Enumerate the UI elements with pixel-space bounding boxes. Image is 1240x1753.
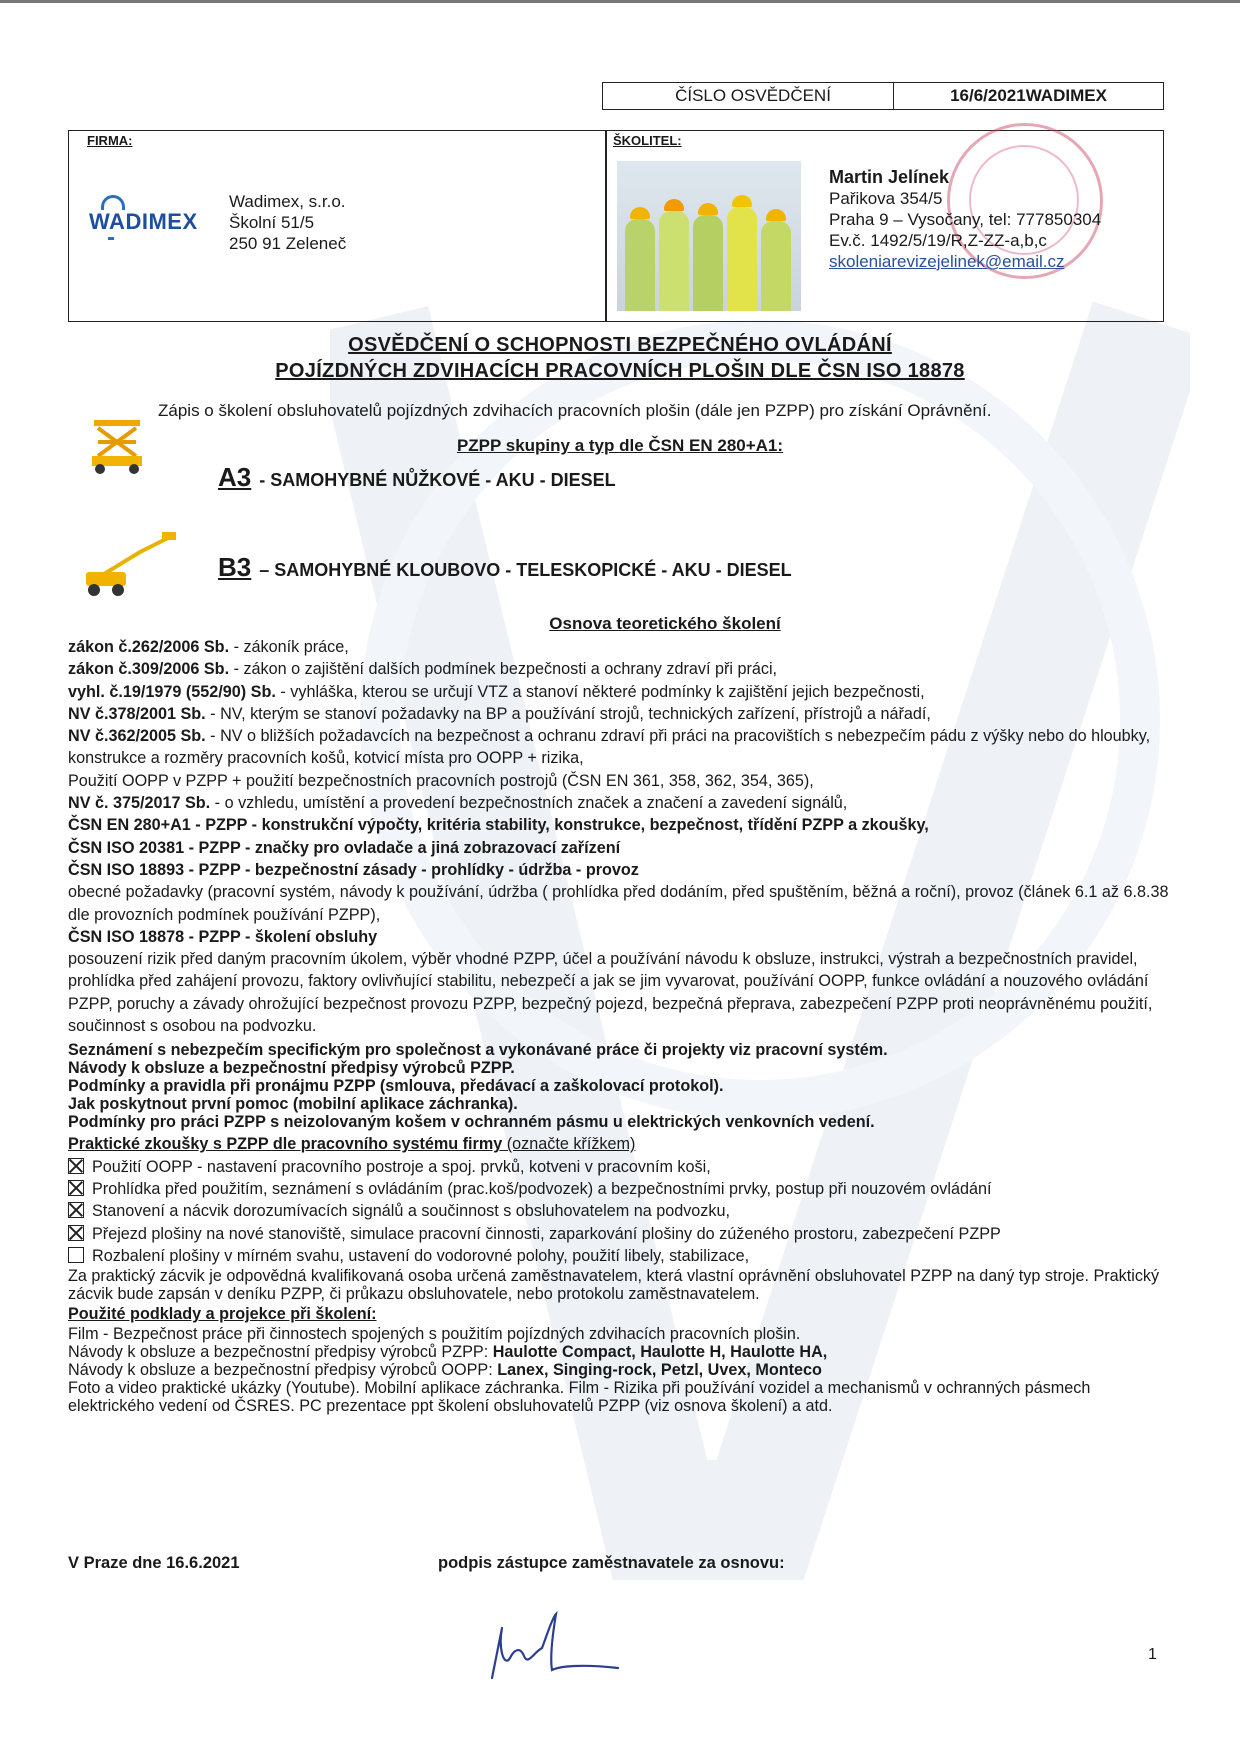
materials-line: Návody k obsluze a bezpečnostní předpisy výrobců PZPP: Haulotte Compact, Haulotte H, Haulotte HA, — [68, 1343, 828, 1362]
wadimex-logo — [89, 193, 198, 253]
training-content — [68, 636, 1178, 1415]
firm-address — [229, 191, 346, 254]
group-a3 — [218, 462, 616, 493]
practical-item: Prohlídka před použitím, seznámení s ovládáním (prac.koš/podvozek) a bezpečnostními prvky, postup při nouzovém ovládání — [68, 1178, 1178, 1200]
checkbox-checked[interactable] — [68, 1225, 84, 1241]
title-line-1: OSVĚDČENÍ O SCHOPNOSTI BEZPEČNÉHO OVLÁDÁNÍ — [348, 334, 892, 356]
materials-title: Použité podklady a projekce při školení: — [68, 1305, 377, 1324]
title-line-2: POJÍZDNÝCH ZDVIHACÍCH PRACOVNÍCH PLOŠIN DLE ČSN ISO 18878 — [275, 360, 965, 382]
trainer-city-phone: Praha 9 – Vysočany, tel: 777850304 — [829, 210, 1102, 229]
header-divider — [605, 131, 607, 321]
trainer-name: Martin Jelínek — [829, 167, 950, 187]
trainer-label: ŠKOLITEL: — [613, 133, 682, 148]
practical-item: Rozbalení plošiny v mírném svahu, ustavení do vodorovné polohy, použití libely, stabilizace, — [68, 1245, 1178, 1267]
trainer-photo — [617, 161, 801, 311]
firm-name: Wadimex, s.r.o. — [229, 192, 346, 211]
materials-line: Návody k obsluze a bezpečnostní předpisy výrobců OOPP: Lanex, Singing-rock, Petzl, Uvex, Monteco — [68, 1361, 822, 1380]
trainer-details — [829, 167, 1101, 272]
practical-note: Za praktický zácvik je odpovědná kvalifikovaná osoba určená zaměstnavatelem, která vlastní oprávnění obsluhovatel PZPP na daný typ stroje. Praktický zácvik bude zapsán v deníku PZPP, či průkazu obsluhovatele, nebo protokolu zaměstnavatelem. — [68, 1267, 1160, 1304]
firm-city: 250 91 Zeleneč — [229, 234, 347, 253]
trainer-registration: Ev.č. 1492/5/19/R,Z-ZZ-a,b,c — [829, 231, 1047, 250]
checkbox-checked[interactable] — [68, 1180, 84, 1196]
law-item: NV č.362/2005 Sb. - NV o bližších požadavcích na bezpečnost a ochranu zdraví při práci na pracovištích s nebezpečím pádu z výšky nebo do hloubky, konstrukce a rozměry pracovních košů, kotvicí místa pro OOPP + rizika, — [68, 727, 1151, 768]
law-item: ČSN ISO 18878 - PZPP - školení obsluhy — [68, 927, 378, 946]
law-item: zákon č.309/2006 Sb. - zákon o zajištění dalších podmínek bezpečnosti a ochrany zdraví při práci, — [68, 660, 778, 679]
bold-item: Seznámení s nebezpečím specifickým pro společnost a vykonávané práce či projekty viz pracovní systém. — [68, 1041, 888, 1060]
law-item: ČSN EN 280+A1 - PZPP - konstrukční výpočty, kritéria stability, konstrukce, bezpečnost, třídění PZPP a zkoušky, — [68, 816, 929, 835]
materials-line: Foto a video praktické ukázky (Youtube). Mobilní aplikace záchranka. Film - Rizika při používání vozidel a mechanismů v ochranných pásmech elektrického vedení od ČSRES. PC prezentace ppt školení obsluhovatelů PZPP (viz osnova školení) a atd. — [68, 1379, 1091, 1416]
group-b3-code: B3 — [218, 552, 252, 582]
checkbox-unchecked[interactable] — [68, 1247, 84, 1263]
date-place: V Praze dne 16.6.2021 — [68, 1554, 240, 1572]
checkbox-checked[interactable] — [68, 1202, 84, 1218]
group-b3-text: – SAMOHYBNÉ KLOUBOVO - TELESKOPICKÉ - AKU - DIESEL — [259, 560, 792, 580]
group-a3-code: A3 — [218, 462, 252, 492]
header-box — [68, 130, 1164, 322]
bold-item: Návody k obsluze a bezpečnostní předpisy výrobců PZPP. — [68, 1059, 515, 1078]
law-item: NV č. 375/2017 Sb. - o vzhledu, umístění a provedení bezpečnostních značek a značení a zavedení signálů, — [68, 794, 848, 813]
certificate-number-value: 16/6/2021WADIMEX — [950, 86, 1107, 105]
firm-label: FIRMA: — [87, 133, 133, 148]
logo-text: WADIMEX — [89, 209, 198, 234]
groups-title: PZPP skupiny a typ dle ČSN EN 280+A1: — [456, 436, 784, 455]
osnova-title: Osnova teoretického školení — [549, 614, 781, 633]
law-item: zákon č.262/2006 Sb. - zákoník práce, — [68, 638, 349, 656]
page-number: 1 — [1148, 1646, 1157, 1663]
group-a3-text: - SAMOHYBNÉ NŮŽKOVÉ - AKU - DIESEL — [259, 470, 616, 490]
bold-item: Jak poskytnout první pomoc (mobilní aplikace záchranka). — [68, 1095, 518, 1114]
intro-text: Zápis o školení obsluhovatelů pojízdných zdvihacích pracovních plošin (dále jen PZPP) pro získání Oprávnění. — [158, 401, 992, 420]
certificate-number-label: ČÍSLO OSVĚDČENÍ — [603, 83, 894, 109]
law-item: obecné požadavky (pracovní systém, návody k používání, údržba ( prohlídka před dodáním, před spuštěním, běžná a roční), provoz (článek 6.1 až 6.8.38 dle provozních podmínek používání PZPP), — [68, 883, 1169, 924]
handwritten-signature — [482, 1608, 622, 1688]
boom-lift-icon — [80, 530, 180, 600]
practical-item: Stanovení a nácvik dorozumívacích signálů a součinnost s obsluhovatelem na podvozku, — [68, 1200, 1178, 1222]
practical-title: Praktické zkoušky s PZPP dle pracovního systému firmy (označte křížkem) — [68, 1135, 636, 1154]
bold-item: Podmínky a pravidla při pronájmu PZPP (smlouva, předávací a zaškolovací protokol). — [68, 1077, 724, 1096]
trainer-email-link[interactable]: skoleniarevizejelinek@email.cz — [829, 252, 1065, 271]
practical-item: Přejezd plošiny na nové stanoviště, simulace pracovní činnosti, zaparkování plošiny do zúženého prostoru, zabezpečení PZPP — [68, 1223, 1178, 1245]
bold-item: Podmínky pro práci PZPP s neizolovaným košem v ochranném pásmu u elektrických venkovních vedení. — [68, 1113, 875, 1132]
trainer-street: Pařikova 354/5 — [829, 189, 943, 208]
law-item: Použití OOPP v PZPP + použití bezpečnostních pracovních postrojů (ČSN EN 361, 358, 362, 354, 365), — [68, 771, 814, 790]
certificate-number-box — [602, 82, 1164, 110]
firm-street: Školní 51/5 — [229, 213, 315, 232]
law-item: posouzení rizik před daným pracovním úkolem, výběr vhodné PZPP, účel a používání návodu k obsluze, instrukci, výstrah a bezpečnostních pravidel, prohlídka před zahájení provozu, faktory ovlivňující stabilitu, nebezpečí a jak se jim vyvarovat, používání OOPP, funkce ovládání a nouzového ovládání PZPP, poruchy a závady ohrožující bezpečnost provozu PZPP, bezpečný pojezd, bezpečná přeprava, zabezpečení PZPP proti neoprávněnému použití, součinnost s osobou na podvozku. — [68, 950, 1153, 1036]
law-item: NV č.378/2001 Sb. - NV, kterým se stanoví požadavky na BP a používání strojů, technických zařízení, přístrojů a nářadí, — [68, 704, 931, 723]
practical-item: Použití OOPP - nastavení pracovního postroje a spoj. prvků, kotveni v pracovním koši, — [68, 1156, 1178, 1178]
group-b3 — [218, 552, 792, 583]
materials-line: Film - Bezpečnost práce při činnostech spojených s použitím pojízdných zdvihacích pracovních plošin. — [68, 1325, 801, 1344]
signature-label: podpis zástupce zaměstnavatele za osnovu: — [438, 1554, 785, 1572]
checkbox-checked[interactable] — [68, 1158, 84, 1174]
top-border-line — [0, 0, 1240, 3]
law-item: ČSN ISO 18893 - PZPP - bezpečnostní zásady - prohlídky - údržba - provoz — [68, 860, 639, 879]
law-item: ČSN ISO 20381 - PZPP - značky pro ovladače a jiná zobrazovací zařízení — [68, 838, 621, 857]
law-item: vyhl. č.19/1979 (552/90) Sb. - vyhláška, kterou se určují VTZ a stanoví některé podmínky k zajištění jejich bezpečnosti, — [68, 682, 925, 701]
